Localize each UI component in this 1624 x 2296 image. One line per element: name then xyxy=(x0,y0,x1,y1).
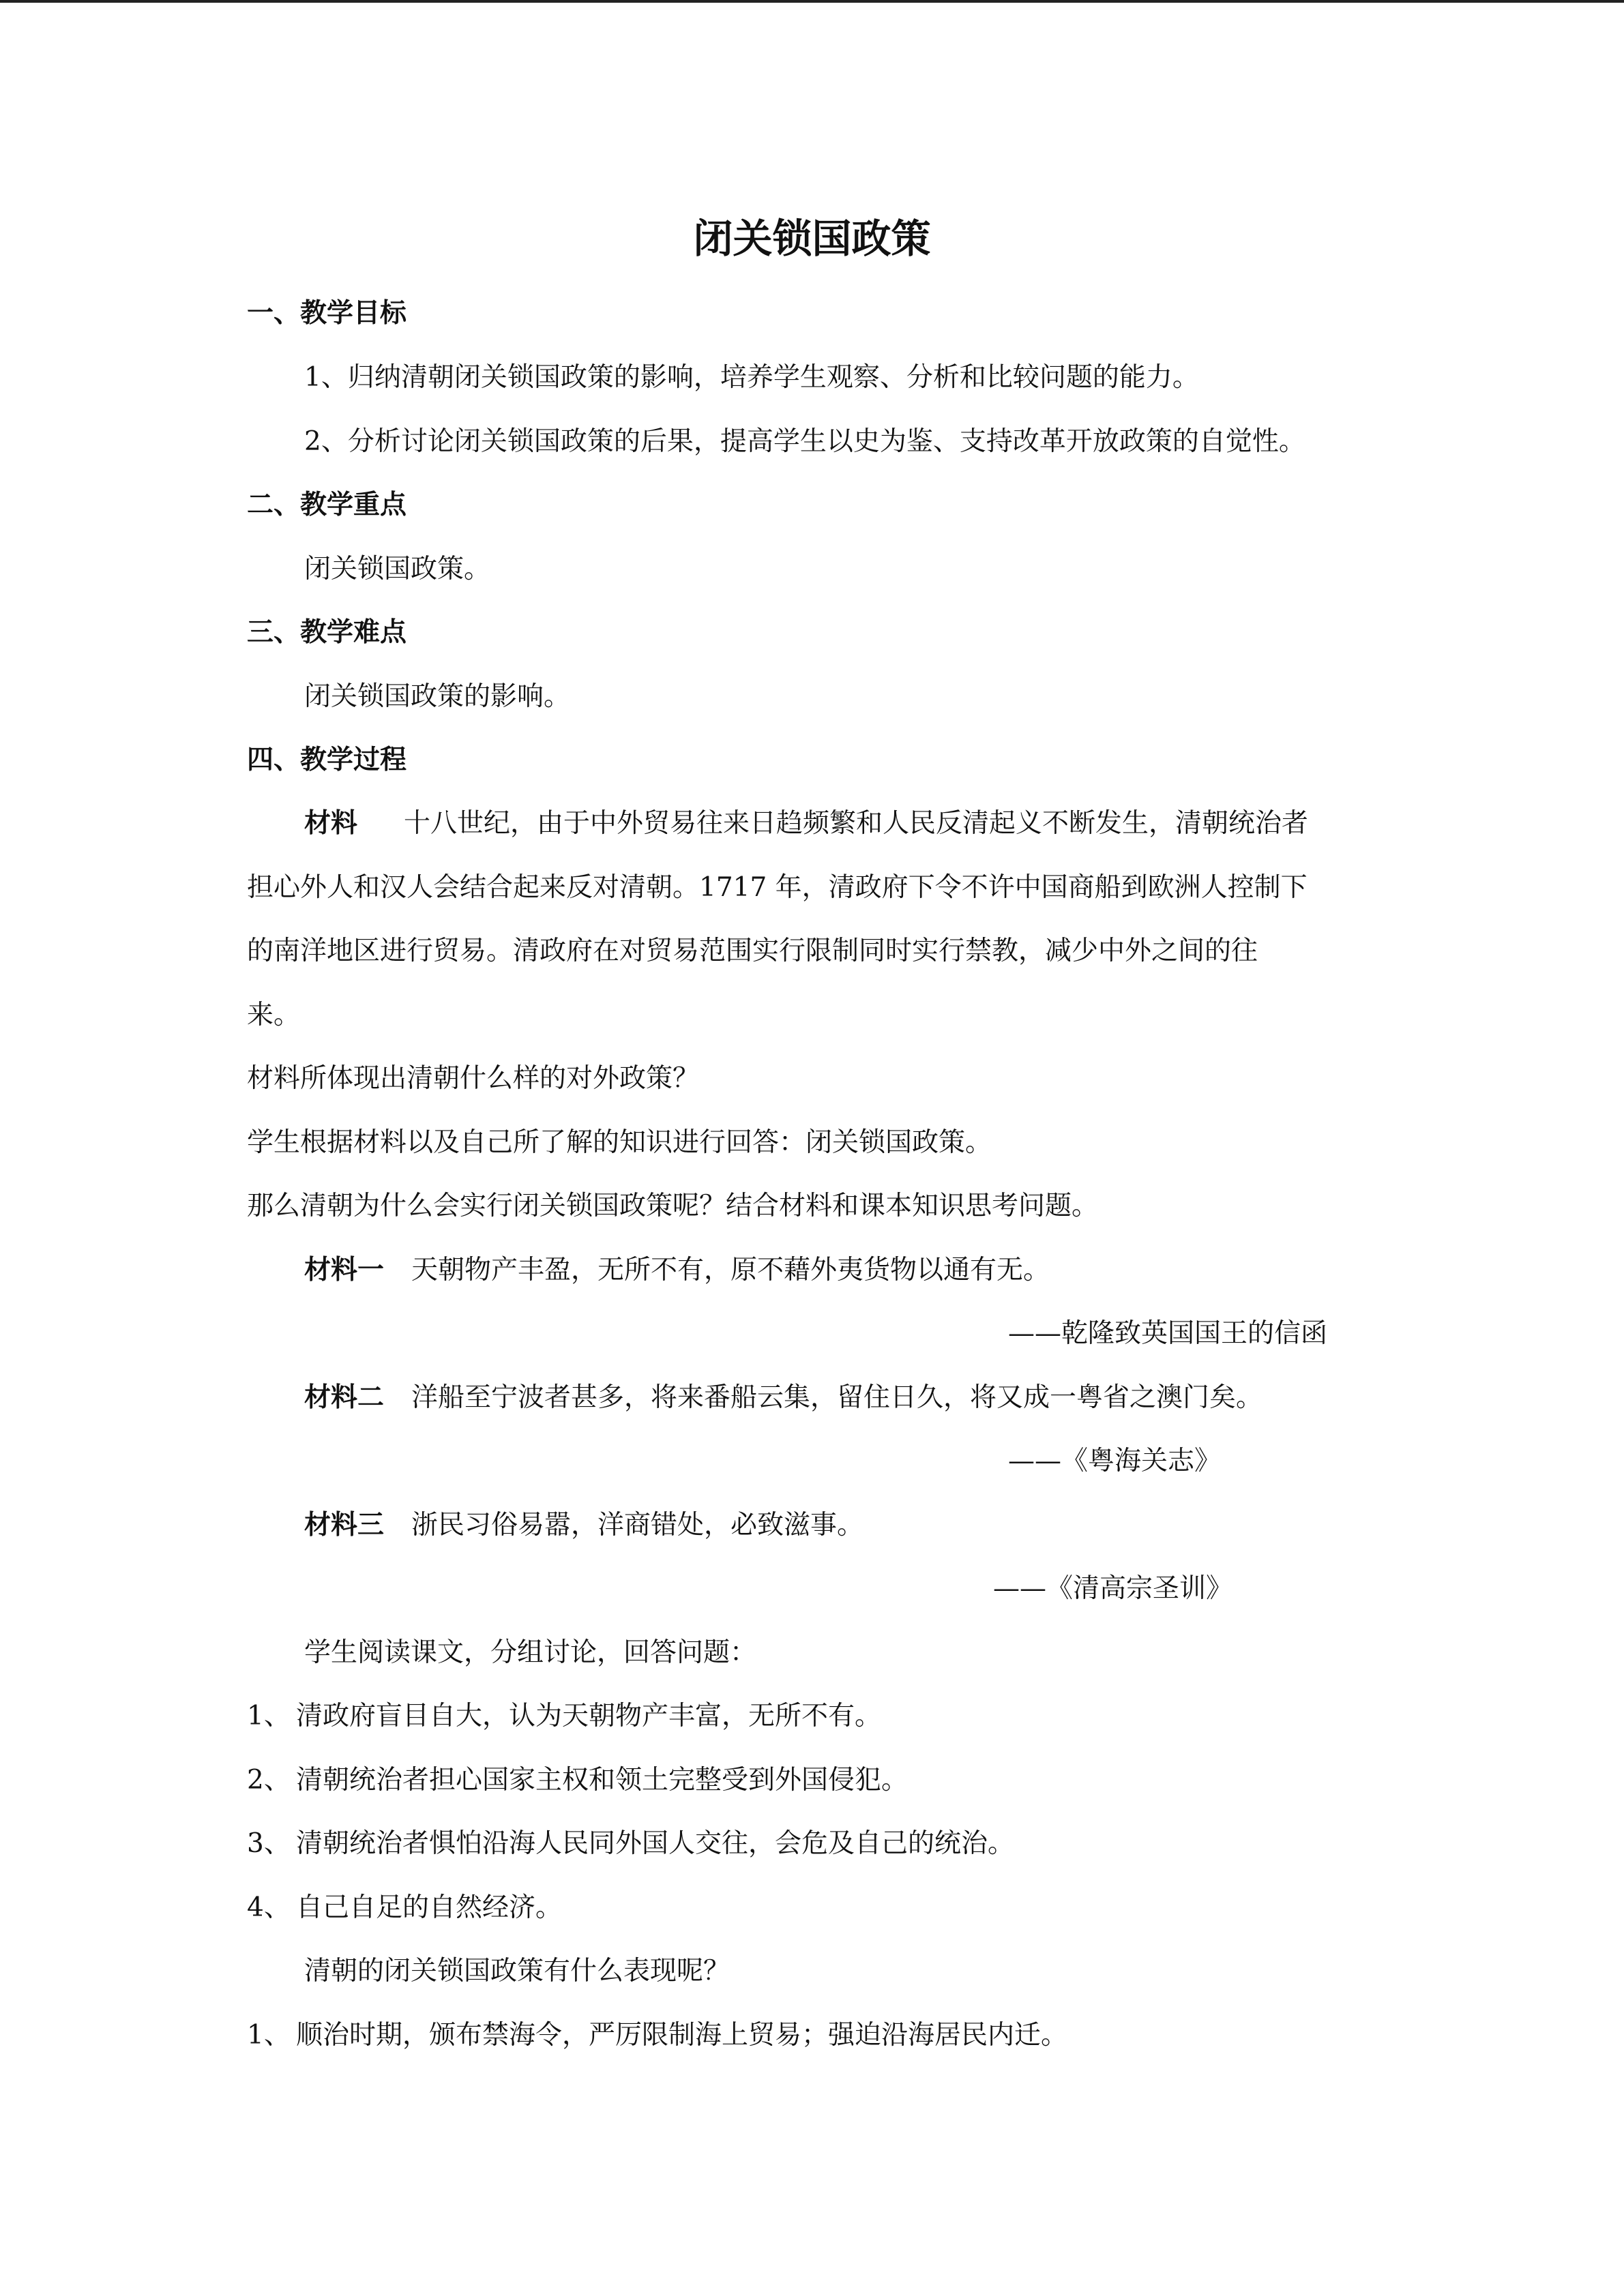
material-paragraph-line-3: 的南洋地区进行贸易。清政府在对贸易范围实行限制同时实行禁教，减少中外之间的往 xyxy=(247,936,1258,966)
material-two xyxy=(304,1377,1263,1418)
material-two-source: ——《粤海关志》 xyxy=(1008,1446,1222,1476)
key-points-text: 闭关锁国政策。 xyxy=(304,554,491,584)
reason-number: 3、 xyxy=(247,1828,291,1859)
answer-policy: 学生根据材料以及自己所了解的知识进行回答：闭关锁国政策。 xyxy=(247,1127,992,1158)
difficulties-text: 闭关锁国政策的影响。 xyxy=(304,681,571,712)
reason-text: 自己自足的自然经济。 xyxy=(296,1892,563,1923)
objective-item-2: 2、分析讨论闭关锁国政策的后果，提高学生以史为鉴、支持改革开放政策的自觉性。 xyxy=(304,426,1305,457)
reason-item-3 xyxy=(247,1823,1014,1864)
question-why: 那么清朝为什么会实行闭关锁国政策呢？结合材料和课本知识思考问题。 xyxy=(247,1191,1099,1221)
objective-item-1: 1、归纳清朝闭关锁国政策的影响，培养学生观察、分析和比较问题的能力。 xyxy=(304,362,1199,393)
material-text-line-1: 十八世纪，由于中外贸易往来日趋频繁和人民反清起义不断发生，清朝统治者 xyxy=(404,808,1309,839)
material-three-text: 浙民习俗易嚣，洋商错处，必致滋事。 xyxy=(411,1510,864,1540)
reason-number: 2、 xyxy=(247,1765,291,1795)
material-paragraph-line-2: 担心外人和汉人会结合起来反对清朝。1717 年，清政府下令不许中国商船到欧洲人控制下 xyxy=(247,872,1308,903)
reason-number: 1、 xyxy=(247,1701,291,1731)
question-manifestations: 清朝的闭关锁国政策有什么表现呢？ xyxy=(304,1956,730,1986)
reason-text: 清朝统治者担心国家主权和领土完整受到外国侵犯。 xyxy=(296,1765,909,1795)
reason-item-2 xyxy=(247,1760,908,1801)
material-three-label: 材料三 xyxy=(304,1510,385,1540)
material-two-text: 洋船至宁波者甚多，将来番船云集，留住日久，将又成一粤省之澳门矣。 xyxy=(411,1382,1263,1413)
question-policy: 材料所体现出清朝什么样的对外政策？ xyxy=(247,1063,700,1094)
material-three xyxy=(304,1505,863,1546)
section-heading-key-points: 二、教学重点 xyxy=(247,490,407,520)
manifestation-number: 1、 xyxy=(247,2020,291,2051)
reason-text: 清朝统治者惧怕沿海人民同外国人交往，会危及自己的统治。 xyxy=(296,1828,1015,1859)
section-heading-objectives: 一、教学目标 xyxy=(247,298,407,329)
material-label: 材料 xyxy=(304,808,358,839)
material-one-source: ——乾隆致英国国王的信函 xyxy=(1008,1318,1328,1349)
material-one-text: 天朝物产丰盈，无所不有，原不藉外夷货物以通有无。 xyxy=(411,1255,1050,1285)
material-one-label: 材料一 xyxy=(304,1255,385,1285)
reason-item-4 xyxy=(247,1888,562,1928)
section-heading-difficulties: 三、教学难点 xyxy=(247,617,407,648)
document-title: 闭关锁国政策 xyxy=(693,215,931,262)
material-paragraph-line-1 xyxy=(304,803,1308,844)
reason-number: 4、 xyxy=(247,1892,291,1923)
manifestation-item-1 xyxy=(247,2015,1067,2056)
page-top-border xyxy=(0,0,1624,3)
section-heading-process: 四、教学过程 xyxy=(247,745,407,775)
reason-text: 清政府盲目自大，认为天朝物产丰富，无所不有。 xyxy=(296,1701,882,1731)
material-one xyxy=(304,1250,1050,1291)
reason-item-1 xyxy=(247,1696,881,1737)
material-two-label: 材料二 xyxy=(304,1382,385,1413)
material-paragraph-line-4: 来。 xyxy=(247,1000,301,1030)
manifestation-text: 顺治时期，颁布禁海令，严厉限制海上贸易；强迫沿海居民内迁。 xyxy=(296,2020,1068,2051)
material-three-source: ——《清高宗圣训》 xyxy=(993,1573,1233,1604)
discussion-prompt: 学生阅读课文，分组讨论，回答问题： xyxy=(304,1637,757,1668)
